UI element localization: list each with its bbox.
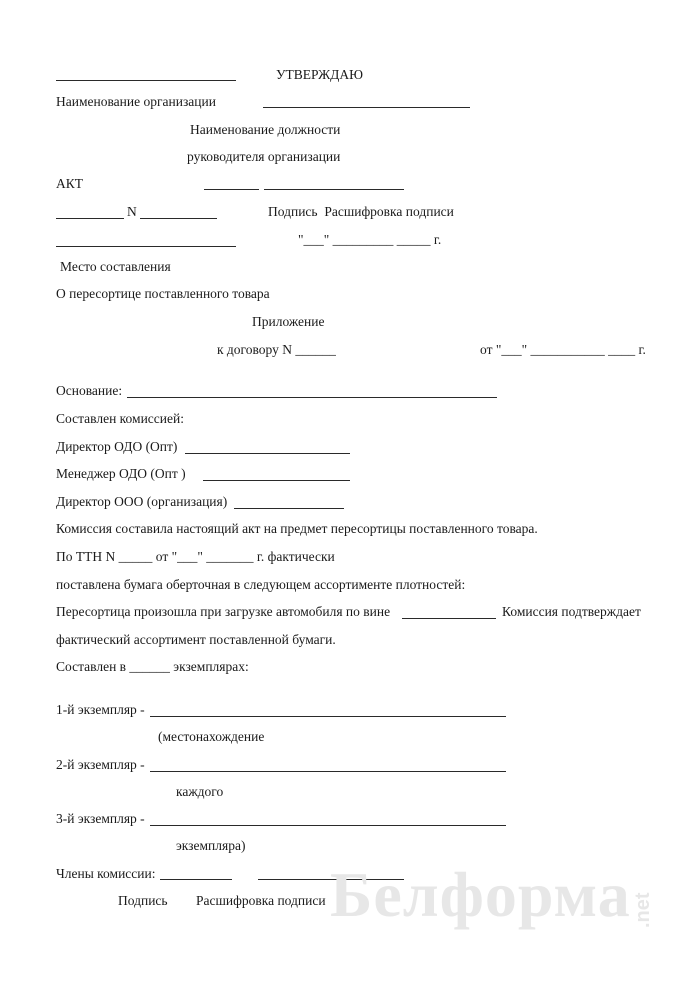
contract-number[interactable]: к договору N ______ (217, 342, 336, 357)
member-director-ooo: Директор ООО (организация) (56, 494, 228, 509)
signature-decoding-line[interactable] (264, 189, 404, 190)
copy-1-line[interactable] (150, 716, 506, 717)
footer-decoding-caption: Расшифровка подписи (196, 893, 326, 908)
position-label-2: руководителя организации (187, 149, 341, 164)
org-name-label: Наименование организации (56, 94, 216, 109)
approve-date[interactable]: "___" _________ _____ г. (298, 232, 442, 247)
copy-2-label: 2-й экземпляр - (56, 757, 145, 772)
signature-caption: Подпись Расшифровка подписи (268, 204, 454, 219)
footer-signature-caption: Подпись (118, 893, 168, 908)
regrade-text: Пересортица произошла при загрузке автомобиля по вине (56, 604, 391, 619)
ttn-line[interactable]: По ТТН N _____ от "___" _______ г. фактически (56, 549, 335, 564)
regrade-fault-line[interactable] (402, 618, 496, 619)
commission-statement: Комиссия составила настоящий акт на предмет пересортицы поставленного товара. (56, 521, 538, 536)
basis-label: Основание: (56, 383, 123, 398)
members-label: Члены комиссии: (56, 866, 156, 881)
copies-line[interactable]: Составлен в ______ экземплярах: (56, 659, 249, 674)
member-director-ooo-line[interactable] (234, 508, 344, 509)
position-label-1: Наименование должности (190, 122, 341, 137)
watermark-logo: Белформа (330, 859, 631, 930)
regrade-confirm: Комиссия подтверждает (502, 604, 641, 619)
copy-note-1: (местонахождение (158, 729, 265, 744)
member-director-odo-line[interactable] (185, 453, 350, 454)
copy-note-3: экземпляра) (176, 838, 246, 853)
act-date-line[interactable] (56, 218, 124, 219)
member-manager-odo: Менеджер ОДО (Опт ) (56, 466, 186, 481)
document-subject: О пересортице поставленного товара (56, 286, 270, 301)
act-label: АКТ (56, 176, 83, 191)
approve-title: УТВЕРЖДАЮ (276, 67, 364, 82)
basis-line[interactable] (127, 397, 497, 398)
member-director-odo: Директор ОДО (Опт) (56, 439, 178, 454)
signature-line[interactable] (204, 189, 259, 190)
copy-3-line[interactable] (150, 825, 506, 826)
appendix-label: Приложение (252, 314, 325, 329)
copy-2-line[interactable] (150, 771, 506, 772)
copy-3-label: 3-й экземпляр - (56, 811, 145, 826)
place-label: Место составления (60, 259, 171, 274)
commission-label: Составлен комиссией: (56, 411, 184, 426)
member-manager-odo-line[interactable] (203, 480, 350, 481)
members-signature-line[interactable] (160, 879, 232, 880)
watermark-domain: .net (632, 892, 654, 928)
delivered-line: поставлена бумага оберточная в следующем ассортименте плотностей: (56, 577, 466, 592)
confirm-line: фактический ассортимент поставленной бумаги. (56, 632, 336, 647)
approve-blank-line (56, 80, 236, 81)
act-number-line[interactable] (140, 218, 217, 219)
act-number-sign: N (127, 204, 137, 219)
org-name-line[interactable] (263, 107, 470, 108)
copy-1-label: 1-й экземпляр - (56, 702, 145, 717)
contract-date[interactable]: от "___" ___________ ____ г. (480, 342, 646, 357)
copy-note-2: каждого (176, 784, 224, 799)
place-line[interactable] (56, 246, 236, 247)
